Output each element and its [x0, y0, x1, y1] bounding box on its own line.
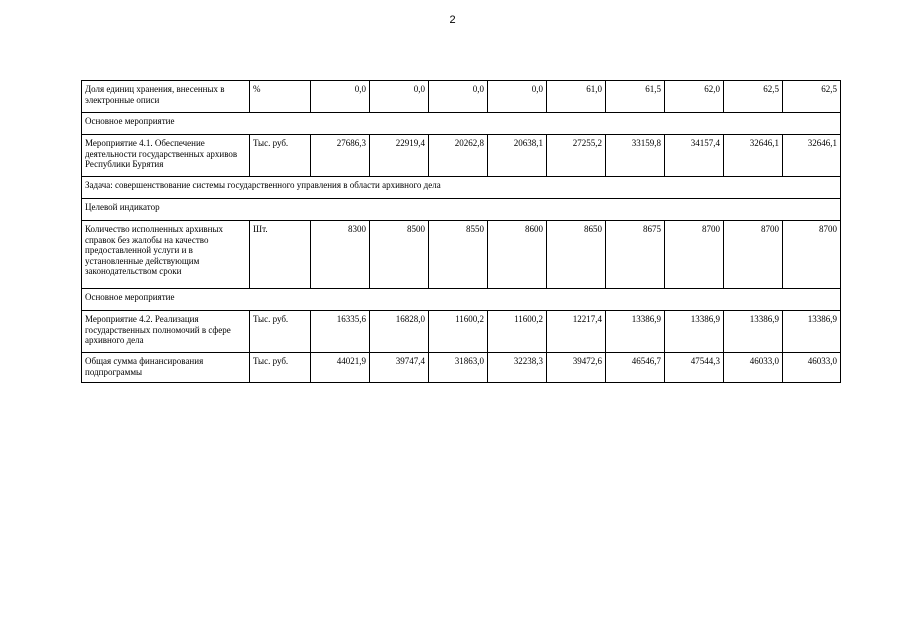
value-cell: 20638,1 — [488, 135, 547, 177]
value-cell: 20262,8 — [429, 135, 488, 177]
value-cell: 62,0 — [665, 81, 724, 113]
value-cell: 46033,0 — [724, 353, 783, 383]
value-cell: 34157,4 — [665, 135, 724, 177]
value-cell: 0,0 — [370, 81, 429, 113]
unit-cell: % — [250, 81, 311, 113]
value-cell: 0,0 — [311, 81, 370, 113]
value-cell: 27255,2 — [547, 135, 606, 177]
value-cell: 8650 — [547, 221, 606, 289]
value-cell: 46546,7 — [606, 353, 665, 383]
section-row — [82, 199, 841, 221]
table-row — [82, 311, 841, 353]
section-heading: Задача: совершенствование системы государственного управления в области архивного дела — [82, 177, 841, 199]
table-body — [82, 81, 841, 383]
value-cell: 13386,9 — [665, 311, 724, 353]
unit-cell: Тыс. руб. — [250, 311, 311, 353]
subprogram-table — [81, 80, 841, 383]
indicator-name-cell: Количество исполненных архивных справок без жалобы на качество предоставленной услуги и в установленные действующим законодательством сроки — [82, 221, 250, 289]
value-cell: 12217,4 — [547, 311, 606, 353]
table-row — [82, 221, 841, 289]
value-cell: 61,0 — [547, 81, 606, 113]
value-cell: 39747,4 — [370, 353, 429, 383]
value-cell: 61,5 — [606, 81, 665, 113]
indicator-name-cell: Мероприятие 4.2. Реализация государственных полномочий в сфере архивного дела — [82, 311, 250, 353]
value-cell: 13386,9 — [724, 311, 783, 353]
value-cell: 22919,4 — [370, 135, 429, 177]
value-cell: 31863,0 — [429, 353, 488, 383]
value-cell: 62,5 — [724, 81, 783, 113]
value-cell: 32238,3 — [488, 353, 547, 383]
table-row — [82, 135, 841, 177]
table-row — [82, 353, 841, 383]
value-cell: 62,5 — [783, 81, 841, 113]
value-cell: 0,0 — [429, 81, 488, 113]
section-heading: Целевой индикатор — [82, 199, 841, 221]
value-cell: 13386,9 — [783, 311, 841, 353]
value-cell: 8500 — [370, 221, 429, 289]
value-cell: 33159,8 — [606, 135, 665, 177]
value-cell: 16335,6 — [311, 311, 370, 353]
section-heading: Основное мероприятие — [82, 113, 841, 135]
value-cell: 8550 — [429, 221, 488, 289]
section-row — [82, 289, 841, 311]
indicator-name-cell: Общая сумма финансирования подпрограммы — [82, 353, 250, 383]
value-cell: 8700 — [783, 221, 841, 289]
section-row — [82, 177, 841, 199]
indicator-name-cell: Доля единиц хранения, внесенных в электронные описи — [82, 81, 250, 113]
value-cell: 11600,2 — [429, 311, 488, 353]
value-cell: 8700 — [665, 221, 724, 289]
value-cell: 16828,0 — [370, 311, 429, 353]
section-row — [82, 113, 841, 135]
unit-cell: Шт. — [250, 221, 311, 289]
value-cell: 39472,6 — [547, 353, 606, 383]
value-cell: 27686,3 — [311, 135, 370, 177]
indicator-name-cell: Мероприятие 4.1. Обеспечение деятельности государственных архивов Республики Бурятия — [82, 135, 250, 177]
value-cell: 32646,1 — [724, 135, 783, 177]
value-cell: 44021,9 — [311, 353, 370, 383]
value-cell: 11600,2 — [488, 311, 547, 353]
section-heading: Основное мероприятие — [82, 289, 841, 311]
unit-cell: Тыс. руб. — [250, 135, 311, 177]
unit-cell: Тыс. руб. — [250, 353, 311, 383]
value-cell: 32646,1 — [783, 135, 841, 177]
page-number: 2 — [449, 14, 456, 26]
value-cell: 47544,3 — [665, 353, 724, 383]
value-cell: 0,0 — [488, 81, 547, 113]
value-cell: 8675 — [606, 221, 665, 289]
value-cell: 8700 — [724, 221, 783, 289]
value-cell: 8600 — [488, 221, 547, 289]
value-cell: 46033,0 — [783, 353, 841, 383]
value-cell: 8300 — [311, 221, 370, 289]
value-cell: 13386,9 — [606, 311, 665, 353]
table-row — [82, 81, 841, 113]
